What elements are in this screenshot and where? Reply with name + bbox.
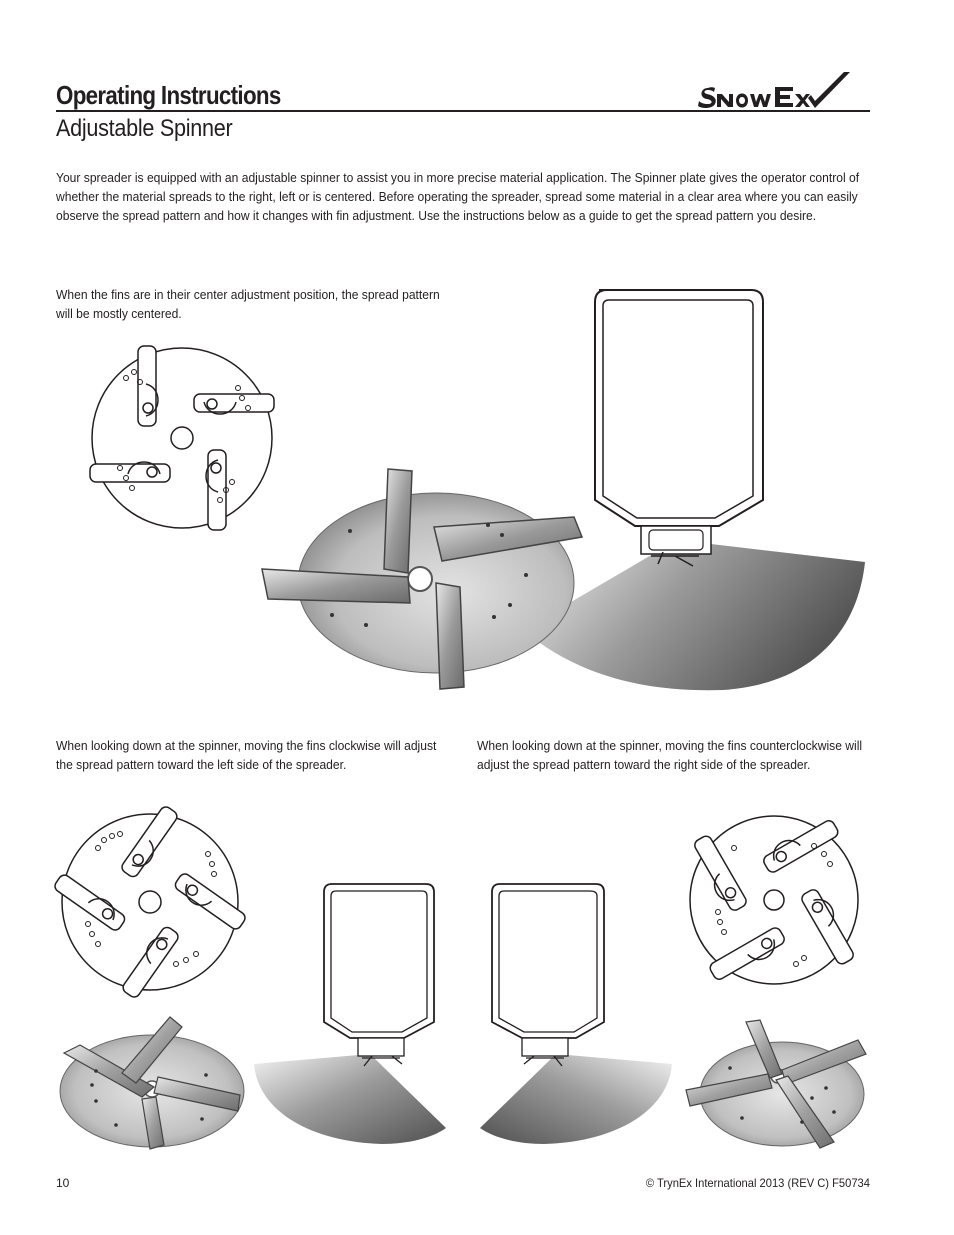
spread-fan-left — [254, 1054, 446, 1144]
snowex-logo — [696, 68, 872, 112]
spreader-hopper-left — [324, 884, 434, 1066]
page-number: 10 — [56, 1176, 70, 1190]
spinner-photo-clockwise — [56, 1015, 246, 1151]
spinner-diagram-counterclockwise — [684, 808, 868, 994]
caption-center: When the fins are in their center adjustment position, the spread pattern will be mostly centered. — [56, 287, 440, 321]
spinner-diagram-center — [82, 342, 278, 538]
spinner-photo-counterclockwise — [682, 1018, 870, 1152]
spread-pattern-left — [252, 882, 448, 1152]
caption-clockwise: When looking down at the spinner, moving the fins clockwise will adjust the spread pattern toward the left side of the spreader. — [56, 738, 437, 772]
spread-fan-right — [480, 1054, 672, 1144]
snowex-logo-mark — [698, 72, 850, 108]
intro-paragraph: Your spreader is equipped with an adjustable spinner to assist you in more precise material application. The Spinner plate gives the operator control of whether the material spreads to the right, left or is centered. Before operating the spreader, spread some material in a clear area where you can easily observe the spread pattern and how it changes with fin adjustment. Use the instructions below as a guide to get the spread pattern you desire. — [56, 170, 860, 223]
section-title: Operating Instructions — [56, 80, 281, 110]
spinner-diagram-clockwise — [58, 812, 242, 992]
spinner-photo-center — [258, 465, 584, 693]
spreader-hopper-center — [595, 290, 763, 566]
caption-counterclockwise: When looking down at the spinner, moving the fins counterclockwise will adjust the spread pattern toward the right side of the spreader. — [477, 738, 863, 772]
copyright: © TrynEx International 2013 (REV C) F50734 — [645, 1176, 870, 1190]
spread-pattern-right — [478, 882, 674, 1152]
spreader-hopper-right — [492, 884, 604, 1066]
section-subtitle: Adjustable Spinner — [56, 115, 233, 142]
